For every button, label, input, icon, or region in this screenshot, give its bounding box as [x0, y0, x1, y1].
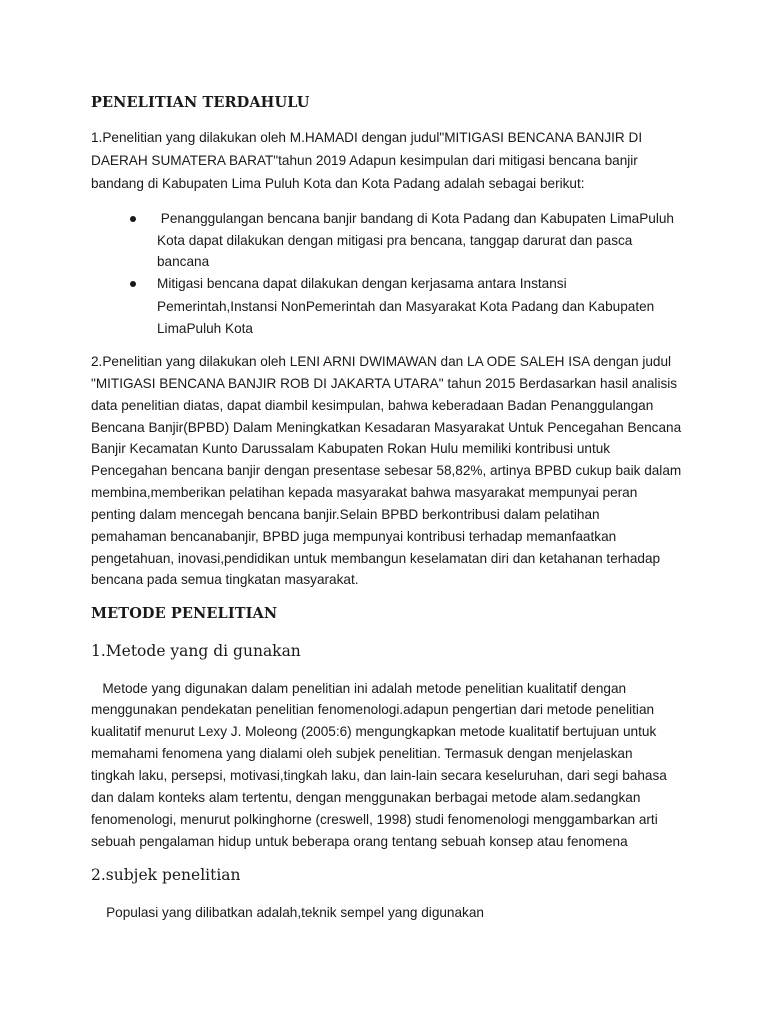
bullet-icon	[130, 216, 136, 222]
heading-previous-research: PENELITIAN TERDAHULU	[91, 94, 310, 111]
bullet-line: LimaPuluh Kota	[157, 321, 253, 336]
text-line: bencana pada semua tingkatan masyarakat.	[91, 572, 359, 587]
heading-method-used: 1.Metode yang di gunakan	[91, 642, 301, 660]
text-line: kualitatif menurut Lexy J. Moleong (2005:6) mengungkapkan metode kualitatif bertujuan untuk	[91, 724, 657, 739]
text-line: Banjir Kecamatan Kunto Darussalam Kabupaten Rokan Hulu memiliki kontribusi untuk	[91, 441, 611, 456]
text-line: membina,memberikan pelatihan kepada masyarakat bahwa masyarakat mempunyai peran	[91, 485, 638, 500]
bullet-line: Mitigasi bencana dapat dilakukan dengan kerjasama antara Instansi	[157, 276, 567, 291]
bullet-line: bancana	[157, 254, 210, 269]
text-line: tingkah laku, persepsi, motivasi,tingkah laku, dan lain-lain secara keseluruhan, dari segi bahasa	[91, 768, 667, 783]
text-line: 1.Penelitian yang dilakukan oleh M.HAMADI dengan judul"MITIGASI BENCANA BANJIR DI	[91, 130, 643, 145]
bullet-icon	[130, 281, 136, 287]
text-line: Bencana Banjir(BPBD) Dalam Meningkatkan Kesadaran Masyarakat Untuk Pencegahan Bencana	[91, 420, 682, 435]
text-line: DAERAH SUMATERA BARAT"tahun 2019 Adapun kesimpulan dari mitigasi bencana banjir	[91, 153, 638, 168]
text-line: "MITIGASI BENCANA BANJIR ROB DI JAKARTA UTARA" tahun 2015 Berdasarkan hasil analisis	[91, 376, 678, 391]
heading-method: METODE PENELITIAN	[91, 605, 278, 622]
text-line: fenomenologi, menurut polkinghorne (creswell, 1998) studi fenomenologi menggambarkan arti	[91, 812, 658, 827]
text-line: pengetahuan, inovasi,pendidikan untuk membangun keselamatan diri dan ketahanan terhadap	[91, 551, 661, 566]
text-line: bandang di Kabupaten Lima Puluh Kota dan Kota Padang adalah sebagai berikut:	[91, 176, 585, 191]
text-line: Metode yang digunakan dalam penelitian ini adalah metode penelitian kualitatif dengan	[91, 681, 627, 696]
bullet-line: Penanggulangan bencana banjir bandang di Kota Padang dan Kabupaten LimaPuluh	[157, 211, 674, 226]
bullet-line: Pemerintah,Instansi NonPemerintah dan Masyarakat Kota Padang dan Kabupaten	[157, 299, 655, 314]
text-line: Populasi yang dilibatkan adalah,teknik sempel yang digunakan	[91, 905, 484, 920]
text-line: menggunakan pendekatan penelitian fenomenologi.adapun pengertian dari metode penelitian	[91, 702, 655, 717]
text-line: sebuah pengalaman hidup untuk beberapa orang tentang sebuah konsep atau fenomena	[91, 834, 628, 849]
text-line: pemahaman bencanabanjir, BPBD juga mempunyai kontribusi terhadap memanfaatkan	[91, 529, 617, 544]
text-line: 2.Penelitian yang dilakukan oleh LENI ARNI DWIMAWAN dan LA ODE SALEH ISA dengan judul	[91, 354, 672, 369]
text-line: data penelitian diatas, dapat diambil kesimpulan, bahwa keberadaan Badan Penanggulangan	[91, 398, 654, 413]
bullet-line: Kota dapat dilakukan dengan mitigasi pra bencana, tanggap darurat dan pasca	[157, 233, 633, 248]
text-line: dan dalam konteks alam tertentu, dengan menggunakan berbagai metode alam.sedangkan	[91, 790, 641, 805]
text-line: penting dalam mencegah bencana banjir.Selain BPBD berkontribusi dalam pelatihan	[91, 507, 600, 522]
text-line: Pencegahan bencana banjir dengan presentase sebesar 58,82%, artinya BPBD cukup baik dalam	[91, 463, 682, 478]
text-line: memahami fenomena yang dialami oleh subjek penelitian. Termasuk dengan menjelaskan	[91, 746, 633, 761]
heading-subject: 2.subjek penelitian	[91, 866, 241, 884]
